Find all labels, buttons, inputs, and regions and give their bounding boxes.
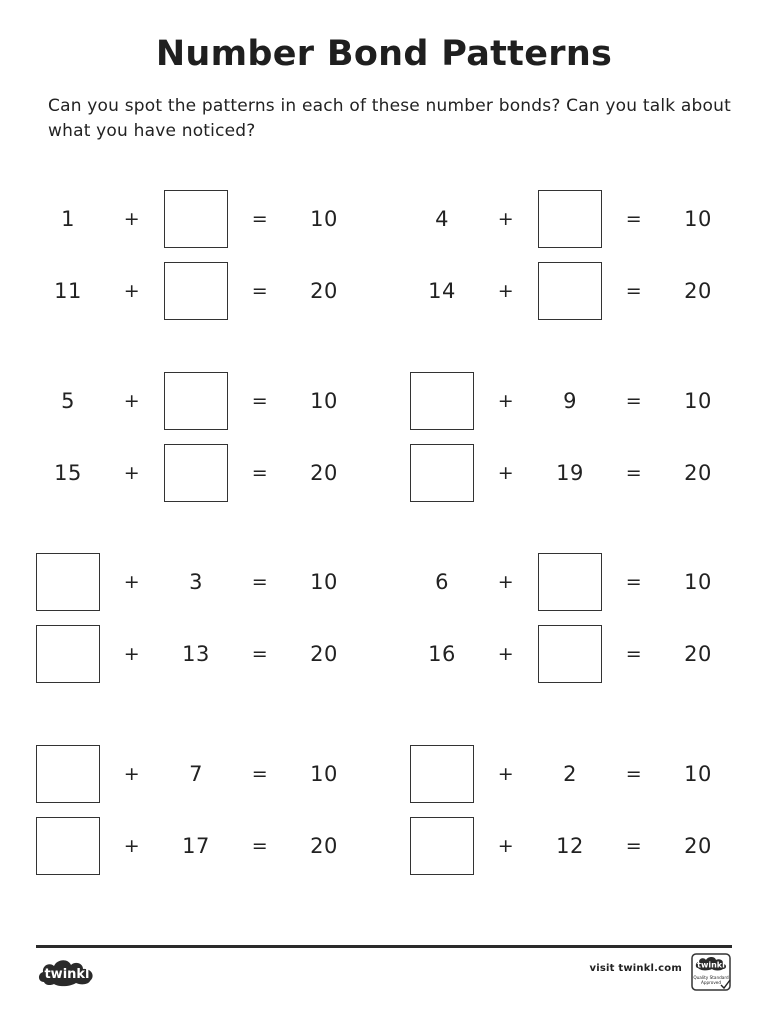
footer-divider bbox=[36, 945, 732, 948]
total: 20 bbox=[310, 642, 338, 666]
answer-box[interactable] bbox=[538, 190, 602, 248]
total: 20 bbox=[684, 834, 712, 858]
addend: 19 bbox=[556, 461, 584, 485]
addend: 17 bbox=[182, 834, 210, 858]
total: 10 bbox=[684, 570, 712, 594]
total: 20 bbox=[310, 834, 338, 858]
total: 20 bbox=[684, 642, 712, 666]
addend: 2 bbox=[563, 762, 577, 786]
page-title: Number Bond Patterns bbox=[155, 34, 613, 74]
number-bond-equation bbox=[36, 553, 366, 611]
addend: 13 bbox=[182, 642, 210, 666]
twinkl-logo bbox=[36, 952, 100, 992]
addend: 9 bbox=[563, 389, 577, 413]
logo-text: twinkl bbox=[44, 967, 90, 982]
equals-sign: = bbox=[251, 643, 269, 665]
plus-sign: + bbox=[123, 208, 141, 230]
equals-sign: = bbox=[251, 390, 269, 412]
visit-link[interactable]: visit twinkl.com bbox=[589, 963, 682, 974]
equals-sign: = bbox=[251, 208, 269, 230]
number-bond-equation bbox=[410, 262, 740, 320]
total: 10 bbox=[310, 207, 338, 231]
total: 20 bbox=[684, 461, 712, 485]
answer-box[interactable] bbox=[36, 625, 100, 683]
addend: 5 bbox=[61, 389, 75, 413]
total: 10 bbox=[684, 389, 712, 413]
plus-sign: + bbox=[123, 390, 141, 412]
plus-sign: + bbox=[497, 462, 515, 484]
number-bond-equation bbox=[36, 190, 366, 248]
number-bond-equation bbox=[36, 262, 366, 320]
plus-sign: + bbox=[497, 390, 515, 412]
plus-sign: + bbox=[497, 643, 515, 665]
plus-sign: + bbox=[497, 763, 515, 785]
plus-sign: + bbox=[497, 208, 515, 230]
equals-sign: = bbox=[625, 571, 643, 593]
answer-box[interactable] bbox=[410, 817, 474, 875]
addend: 14 bbox=[428, 279, 456, 303]
answer-box[interactable] bbox=[164, 190, 228, 248]
number-bond-equation bbox=[36, 817, 366, 875]
quality-badge bbox=[690, 952, 734, 992]
number-bond-equation bbox=[36, 372, 366, 430]
equals-sign: = bbox=[625, 390, 643, 412]
equals-sign: = bbox=[625, 462, 643, 484]
plus-sign: + bbox=[123, 763, 141, 785]
total: 10 bbox=[684, 207, 712, 231]
answer-box[interactable] bbox=[538, 625, 602, 683]
equals-sign: = bbox=[251, 462, 269, 484]
answer-box[interactable] bbox=[36, 817, 100, 875]
total: 20 bbox=[310, 461, 338, 485]
total: 20 bbox=[310, 279, 338, 303]
equals-sign: = bbox=[251, 835, 269, 857]
answer-box[interactable] bbox=[164, 444, 228, 502]
addend: 16 bbox=[428, 642, 456, 666]
badge-brand: twinkl bbox=[697, 960, 725, 970]
plus-sign: + bbox=[497, 571, 515, 593]
answer-box[interactable] bbox=[410, 745, 474, 803]
equals-sign: = bbox=[251, 280, 269, 302]
answer-box[interactable] bbox=[36, 553, 100, 611]
plus-sign: + bbox=[123, 280, 141, 302]
addend: 3 bbox=[189, 570, 203, 594]
number-bond-equation bbox=[410, 444, 740, 502]
number-bond-equation bbox=[410, 745, 740, 803]
equals-sign: = bbox=[625, 643, 643, 665]
addend: 7 bbox=[189, 762, 203, 786]
plus-sign: + bbox=[123, 571, 141, 593]
number-bond-equation bbox=[410, 372, 740, 430]
equals-sign: = bbox=[625, 763, 643, 785]
addend: 4 bbox=[435, 207, 449, 231]
plus-sign: + bbox=[497, 280, 515, 302]
total: 10 bbox=[684, 762, 712, 786]
number-bond-equation bbox=[410, 817, 740, 875]
total: 10 bbox=[310, 389, 338, 413]
answer-box[interactable] bbox=[538, 553, 602, 611]
number-bond-equation bbox=[410, 625, 740, 683]
answer-box[interactable] bbox=[538, 262, 602, 320]
answer-box[interactable] bbox=[410, 444, 474, 502]
answer-box[interactable] bbox=[164, 262, 228, 320]
total: 20 bbox=[684, 279, 712, 303]
equals-sign: = bbox=[625, 835, 643, 857]
number-bond-equation bbox=[36, 745, 366, 803]
plus-sign: + bbox=[123, 643, 141, 665]
equals-sign: = bbox=[251, 571, 269, 593]
number-bond-equation bbox=[410, 190, 740, 248]
addend: 11 bbox=[54, 279, 82, 303]
addend: 15 bbox=[54, 461, 82, 485]
total: 10 bbox=[310, 762, 338, 786]
equals-sign: = bbox=[625, 208, 643, 230]
addend: 1 bbox=[61, 207, 75, 231]
answer-box[interactable] bbox=[164, 372, 228, 430]
plus-sign: + bbox=[123, 462, 141, 484]
equals-sign: = bbox=[625, 280, 643, 302]
equals-sign: = bbox=[251, 763, 269, 785]
total: 10 bbox=[310, 570, 338, 594]
number-bond-equation bbox=[36, 444, 366, 502]
intro-text: Can you spot the patterns in each of these number bonds? Can you talk about what you have noticed? bbox=[48, 96, 731, 141]
addend: 12 bbox=[556, 834, 584, 858]
number-bond-equation bbox=[410, 553, 740, 611]
addend: 6 bbox=[435, 570, 449, 594]
badge-line2: Approved bbox=[700, 980, 722, 985]
answer-box[interactable] bbox=[36, 745, 100, 803]
number-bond-equation bbox=[36, 625, 366, 683]
badge-line1: Quality Standard bbox=[693, 975, 729, 980]
plus-sign: + bbox=[123, 835, 141, 857]
plus-sign: + bbox=[497, 835, 515, 857]
answer-box[interactable] bbox=[410, 372, 474, 430]
